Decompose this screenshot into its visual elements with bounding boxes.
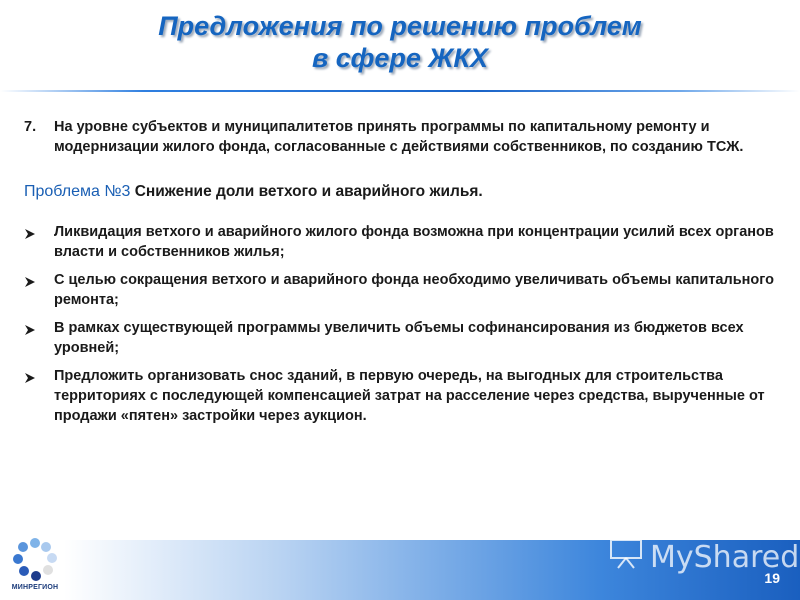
bullet-item bbox=[24, 318, 774, 358]
slide-title bbox=[0, 0, 800, 90]
slide-title-line-2: в сфере ЖКХ bbox=[311, 43, 489, 73]
problem-statement bbox=[24, 182, 774, 202]
bullet-item bbox=[24, 222, 774, 262]
watermark bbox=[608, 537, 800, 577]
page-number: 19 bbox=[764, 570, 780, 586]
numbered-item-7 bbox=[24, 117, 774, 157]
arrow-bullet-icon bbox=[24, 318, 54, 358]
problem-text: Снижение доли ветхого и аварийного жилья. bbox=[134, 183, 483, 200]
bullet-item bbox=[24, 270, 774, 310]
bullet-list bbox=[24, 222, 774, 426]
presentation-board-icon bbox=[608, 536, 644, 578]
arrow-bullet-icon bbox=[24, 270, 54, 310]
item-number: 7. bbox=[24, 119, 37, 135]
bullet-text: В рамках существующей программы увеличить объемы софинансирования из бюджетов всех уровней; bbox=[54, 320, 744, 356]
watermark-text: MyShared bbox=[650, 539, 800, 575]
title-divider bbox=[0, 90, 800, 92]
slide-title-line-1: Предложения по решению проблем bbox=[158, 11, 642, 41]
problem-heading: Проблема №3 bbox=[24, 183, 131, 200]
item-text: На уровне субъектов и муниципалитетов принять программы по капитальному ремонту и модернизации жилого фонда, согласованные с действиями собственников, по созданию ТСЖ. bbox=[54, 119, 744, 155]
arrow-bullet-icon bbox=[24, 366, 54, 426]
logo-label: МИНРЕГИОН bbox=[11, 584, 59, 591]
arrow-bullet-icon bbox=[24, 222, 54, 262]
slide-body bbox=[24, 117, 774, 441]
bullet-text: Ликвидация ветхого и аварийного жилого фонда возможна при концентрации усилий всех органов власти и собственников жилья; bbox=[54, 224, 774, 260]
bullet-text: С целью сокращения ветхого и аварийного фонда необходимо увеличивать объемы капитального ремонта; bbox=[54, 272, 774, 308]
bullet-text: Предложить организовать снос зданий, в первую очередь, на выгодных для строительства территориях с последующей компенсацией затрат на расселение через средства, вырученные от продажи «пятен» застройки через аукцион. bbox=[54, 368, 765, 424]
bullet-item bbox=[24, 366, 774, 426]
